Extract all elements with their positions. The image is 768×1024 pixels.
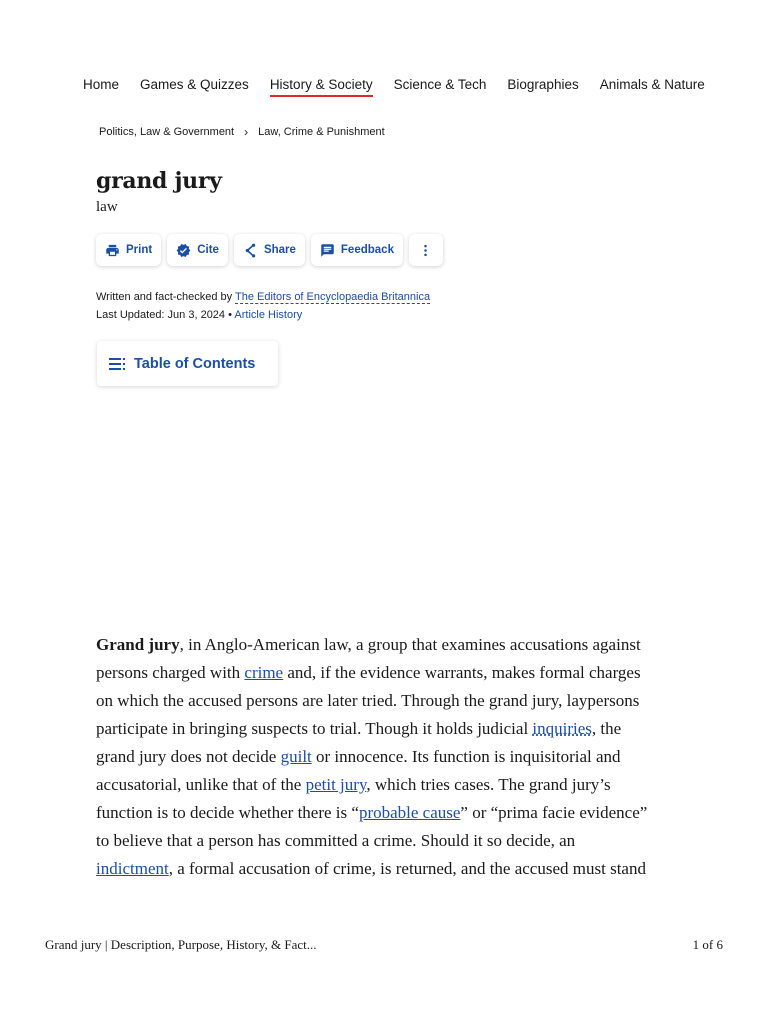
more-vertical-icon	[418, 243, 433, 258]
probable-cause-link[interactable]: probable cause	[358, 803, 461, 822]
share-icon	[243, 243, 258, 258]
author-link[interactable]: The Editors of Encyclopaedia Britannica	[235, 291, 431, 303]
print-icon	[105, 243, 120, 258]
table-of-contents-button[interactable]	[97, 341, 278, 386]
breadcrumb-politics-law-government[interactable]: Politics, Law & Government	[99, 126, 235, 138]
nav-games-quizzes[interactable]: Games & Quizzes	[140, 77, 249, 92]
page-title: grand jury	[96, 168, 222, 194]
nav-biographies[interactable]: Biographies	[507, 77, 579, 92]
article-actions	[96, 234, 449, 266]
verified-badge-icon	[176, 243, 191, 258]
more-options-button[interactable]	[409, 234, 443, 266]
feedback-button[interactable]	[311, 234, 403, 266]
last-updated-label: Last Updated: Jun 3, 2024	[96, 309, 226, 321]
crime-link[interactable]: crime	[244, 663, 284, 682]
cite-button[interactable]	[167, 234, 228, 266]
table-of-contents-label: Table of Contents	[134, 355, 256, 372]
last-updated-line	[96, 306, 430, 324]
nav-home[interactable]: Home	[83, 77, 120, 92]
footer-title: Grand jury | Description, Purpose, History, & Fact...	[45, 937, 317, 952]
guilt-link[interactable]: guilt	[280, 747, 312, 766]
article-history-link[interactable]: Article History	[234, 309, 303, 321]
body-text-segment: and, if the evidence warrants, makes formal charges on which the accused persons are later tried. Through the grand jury, laypersons participate in bringing suspects to trial. Though it holds judicial	[96, 663, 641, 738]
inquiries-link[interactable]: inquiries	[532, 719, 592, 738]
share-button[interactable]	[234, 234, 305, 266]
nav-science-tech[interactable]: Science & Tech	[393, 77, 487, 92]
petit-jury-link[interactable]: petit jury	[305, 775, 367, 794]
indictment-link[interactable]: indictment	[96, 859, 169, 878]
feedback-label: Feedback	[340, 244, 394, 256]
written-by-prefix: Written and fact-checked by	[96, 291, 233, 303]
feedback-icon	[320, 243, 335, 258]
breadcrumb-separator: ›	[244, 125, 249, 139]
body-text-segment: , in Anglo-American law, a group that examines accusations against persons charged with	[96, 635, 641, 682]
body-text-segment: ” or “prima facie evidence” to believe that a person has committed a crime. Should it so decide, an	[96, 803, 648, 850]
print-footer	[45, 937, 723, 953]
article-body	[96, 631, 648, 883]
page-subtitle: law	[96, 199, 118, 215]
nav-animals-nature[interactable]: Animals & Nature	[599, 77, 705, 92]
meta-bullet: •	[228, 309, 232, 321]
nav-history-society[interactable]: History & Society	[270, 77, 373, 97]
list-icon	[109, 357, 127, 371]
article-meta	[96, 288, 430, 324]
body-text-segment: , a formal accusation of crime, is returned, and the accused must stand	[168, 859, 646, 878]
body-text-segment: , the grand jury does not decide	[96, 719, 622, 766]
print-label: Print	[126, 244, 153, 256]
body-text-segment: or innocence. Its function is inquisitorial and accusatorial, unlike that of the	[96, 747, 621, 794]
breadcrumb-law-crime-punishment[interactable]: Law, Crime & Punishment	[258, 126, 385, 138]
top-navigation	[83, 77, 726, 97]
page-counter: 1 of 6	[692, 937, 723, 952]
share-label: Share	[263, 244, 296, 256]
cite-label: Cite	[197, 244, 219, 256]
print-button[interactable]	[96, 234, 161, 266]
breadcrumb	[99, 125, 385, 139]
written-by-line	[96, 288, 430, 306]
lead-term: Grand jury	[96, 635, 180, 654]
body-text-segment: , which tries cases. The grand jury’s function is to decide whether there is “	[96, 775, 611, 822]
